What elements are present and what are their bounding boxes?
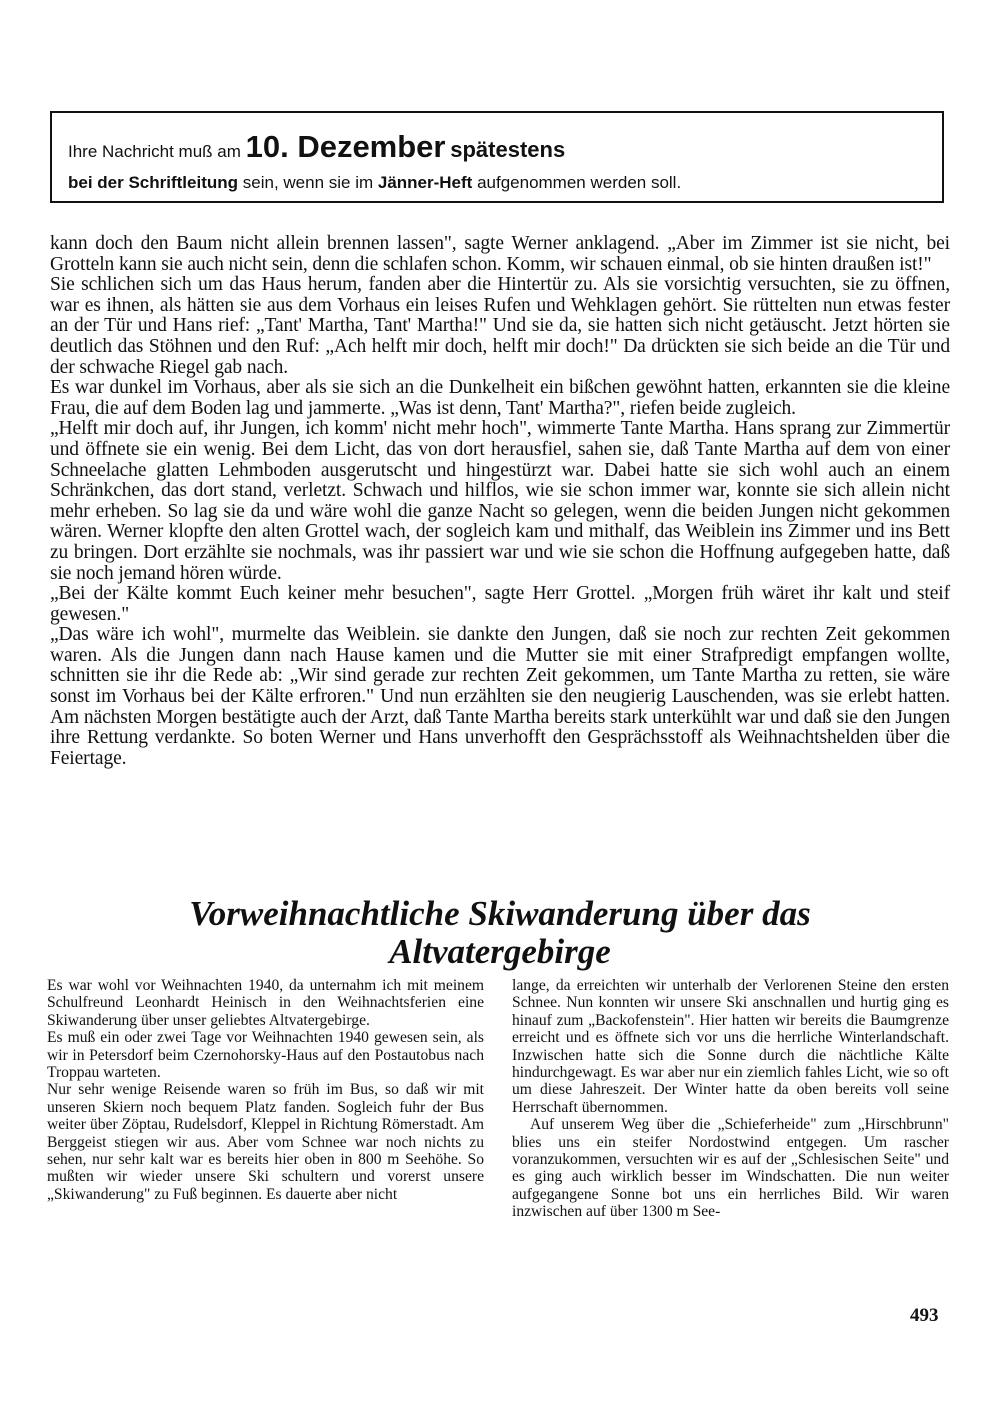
notice-pre-text: Ihre Nachricht muß am	[68, 142, 246, 161]
notice-deadline-qualifier: spätestens	[450, 137, 566, 162]
story-paragraph: kann doch den Baum nicht allein brennen lassen", sagte Werner anklagend. „Aber im Zimmer ist sie nicht, bei Grotteln kann sie auch nicht sein, denn die schlafen schon. Komm, wir schauen einmal, ob sie hinten draußen ist!"	[50, 233, 950, 275]
article-title-line-2: Altvatergebirge	[389, 932, 611, 971]
page-number: 493	[910, 1305, 939, 1326]
story-paragraph: „Bei der Kälte kommt Euch keiner mehr besuchen", sagte Herr Grottel. „Morgen früh wäret ihr kalt und steif gewesen."	[50, 583, 950, 625]
story-paragraph: „Helft mir doch auf, ihr Jungen, ich komm' nicht mehr hoch", wimmerte Tante Martha. Hans sprang zur Zimmertür und öffnete sie ein wenig. Bei dem Licht, das von dort herausfiel, sahen sie, daß Tante Martha auf dem von einer Schneelache glatten Lehmboden ausgerutscht und hingestürzt war. Dabei hatte sie sich wohl auch an einem Schränkchen, das dort stand, verletzt. Schwach und hilflos, wie sie schon immer war, konnte sie sich allein nicht mehr erheben. So lag sie da und wäre wohl die ganze Nacht so gelegen, wenn die beiden Jungen nicht gekommen wären. Werner klopfte den alten Grottel wach, der sogleich kam und mithalf, das Weiblein ins Zimmer und ins Bett zu bringen. Dort erzählte sie nochmals, was ihr passiert war und wie sie schon die Hoffnung aufgegeben hatte, daß sie noch jemand hören würde.	[50, 418, 950, 584]
story-paragraph: „Das wäre ich wohl", murmelte das Weiblein. sie dankte den Jungen, daß sie noch zur rechten Zeit gekommen waren. Als die Jungen dann nach Hause kamen und die Mutter sie mit einer Strafpredigt empfangen wollte, schnitten sie ihr die Rede ab: „Wir sind gerade zur rechten Zeit gekommen, um Tante Martha zu retten, sie wäre sonst im Vorhaus bei der Kälte erfroren." Und nun erzählten sie den neugierig Lauschenden, was sie erlebt hatten. Am nächsten Morgen bestätigte auch der Arzt, daß Tante Martha bereits stark unterkühlt war und daß sie den Jungen ihre Rettung verdankte. So boten Werner und Hans unverhofft den Gesprächsstoff als Weihnachtshelden über die Feiertage.	[50, 624, 950, 769]
article-paragraph: Auf unserem Weg über die „Schieferheide" zum „Hirschbrunn" blies uns ein steifer Nordostwind entgegen. Um rascher voranzukommen, versuchten wir es auf der „Schlesischen Seite" und es ging auch wirklich besser im Windschatten. Die nun weiter aufgegangene Sonne bot uns ein herrliches Bild. Wir waren inzwischen auf über 1300 m See-	[512, 1116, 949, 1221]
story-paragraph: Es war dunkel im Vorhaus, aber als sie sich an die Dunkelheit ein bißchen gewöhnt hatten, erkannten sie die kleine Frau, die auf dem Boden lag und jammerte. „Was ist denn, Tant' Martha?", riefen beide zugleich.	[50, 377, 950, 419]
notice-recipient: bei der Schriftleitung	[68, 173, 239, 192]
story-paragraph: Sie schlichen sich um das Haus herum, fanden aber die Hintertür zu. Als sie vorsichtig versuchten, sie zu öffnen, war es ihnen, als hätten sie aus dem Vorhaus ein leises Rufen und Wehklagen gehört. Sie rüttelten nun etwas fester an der Tür und Hans rief: „Tant' Martha, Tant' Martha!" Und sie da, sie hatten sich nicht getäuscht. Jetzt hörten sie deutlich das Stöhnen und den Ruf: „Ach helft mir doch, helft mir doch!" Da drückten sie sich beide an die Tür und der schwache Riegel gab nach.	[50, 274, 950, 378]
notice-deadline-line	[68, 129, 565, 165]
notice-mid-text: sein, wenn sie im	[238, 173, 378, 192]
article-title	[50, 895, 950, 971]
notice-deadline-date: 10. Dezember	[245, 129, 446, 164]
article-right-column	[512, 977, 949, 1221]
article-paragraph: Nur sehr wenige Reisende waren so früh im Bus, so daß wir mit unseren Skiern noch bequem Platz fanden. Sogleich fuhr der Bus weiter über Zöptau, Rudelsdorf, Kleppel in Richtung Römerstadt. Am Berggeist stiegen wir aus. Aber vom Schnee war noch nichts zu sehen, nur sehr kalt war es bereits hier oben in 800 m Seehöhe. So mußten wir wieder unsere Ski schultern und vorerst unsere „Skiwanderung" zu Fuß beginnen. Es dauerte aber nicht	[47, 1081, 484, 1203]
article-title-line-1: Vorweihnachtliche Skiwanderung über das	[189, 894, 811, 933]
article-paragraph: Es war wohl vor Weihnachten 1940, da unternahm ich mit meinem Schulfreund Leonhardt Heinisch in den Weihnachtsferien eine Skiwanderung über unser geliebtes Altvatergebirge.	[47, 977, 484, 1029]
article-paragraph: lange, da erreichten wir unterhalb der Verlorenen Steine den ersten Schnee. Nun konnten wir unsere Ski anschnallen und hurtig ging es hinauf zum „Backofenstein". Hier hatten wir bereits die Baumgrenze erreicht und es öffnete sich vor uns die herrliche Winterlandschaft. Inzwischen hatte sich die Sonne durch die nächtliche Kälte hindurchgewagt. Es war aber nur ein ziemlich fahles Licht, wie so oft um diese Jahreszeit. Der Winter hatte da oben bereits voll seine Herrschaft übernommen.	[512, 977, 949, 1116]
notice-issue-name: Jänner-Heft	[377, 173, 473, 192]
article-paragraph: Es muß ein oder zwei Tage vor Weihnachten 1940 gewesen sein, als wir in Petersdorf beim Czernohorsky-Haus auf den Postautobus nach Troppau warteten.	[47, 1029, 484, 1082]
story-continuation	[50, 234, 950, 769]
article-left-column	[47, 977, 484, 1203]
submission-notice-box	[50, 111, 944, 203]
notice-issue-line	[68, 173, 681, 193]
notice-post-text: aufgenommen werden soll.	[472, 173, 682, 192]
